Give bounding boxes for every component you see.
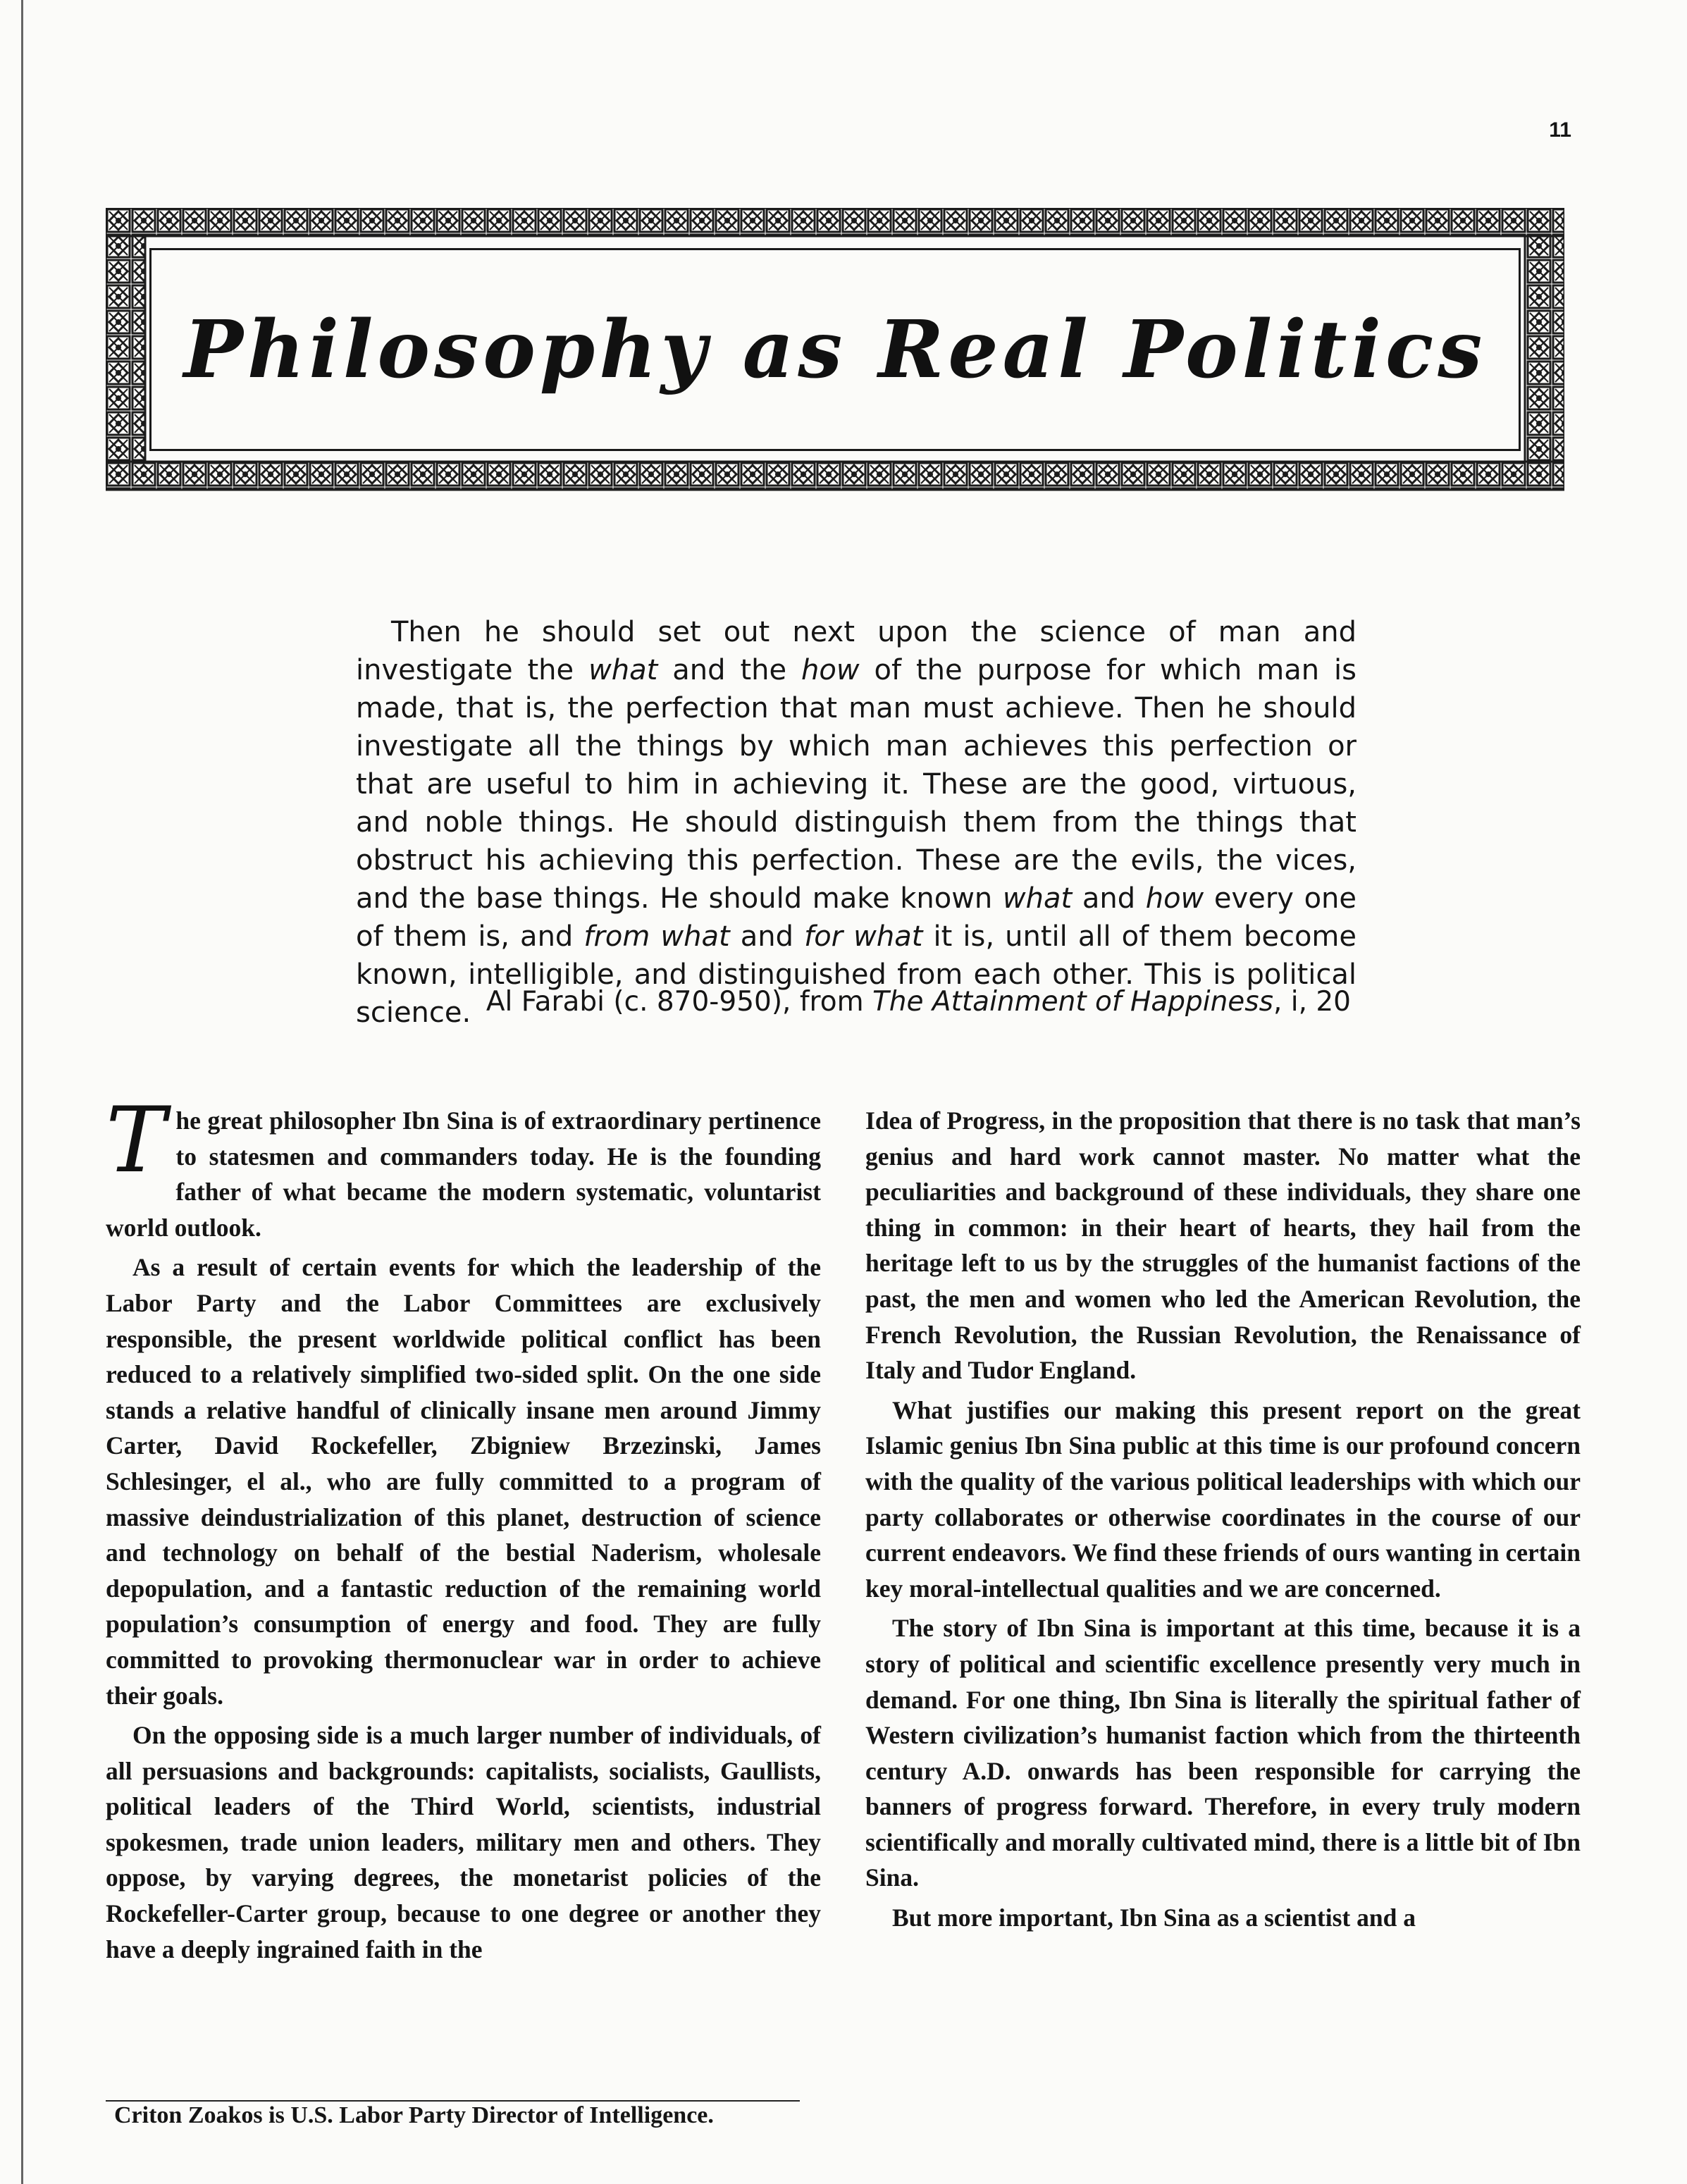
attribution-work: The Attainment of Happiness — [872, 986, 1273, 1018]
paragraph: On the opposing side is a much larger number of individuals, of all persuasions and backgrounds: capitalists, socialists, Gaullists, political leaders of the Third World, scientists, industrial spokesmen, trade union leaders, military men and others. They oppose, by varying degrees, the monetarist policies of the Rockefeller-Carter group, because to one degree or another they have a deeply ingrained faith in the — [106, 1721, 821, 1963]
paragraph — [106, 1088, 821, 1245]
epigraph-run: and — [729, 920, 805, 953]
paragraph: What justifies our making this present report on the great Islamic genius Ibn Sina public at this time is our profound concern with the quality of the various political leaderships with which our party collaborates or otherwise coordinates in the course of our current endeavors. We find these friends of ours wanting in certain key moral-intellectual qualities and we are concerned. — [865, 1395, 1581, 1603]
attribution-citation: , i, 20 — [1273, 986, 1351, 1018]
right-column — [865, 1103, 1581, 1940]
epigraph-emphasis: from what — [583, 920, 730, 953]
epigraph-emphasis: how — [1145, 882, 1204, 915]
epigraph-attribution — [356, 983, 1351, 1021]
epigraph-run: it is, until all of them become known, intelligible, and distinguished from each other. This is political science. — [356, 920, 1357, 1029]
epigraph-run: and the — [657, 654, 802, 686]
epigraph-emphasis: what — [588, 654, 658, 686]
paragraph-text: he great philosopher Ibn Sina is of extraordinary pertinence to statesmen and commanders today. He is the founding father of what became the modern systematic, voluntarist world outlook. — [106, 1106, 821, 1242]
epigraph-run: and — [1072, 882, 1146, 915]
epigraph-emphasis: for what — [804, 920, 923, 953]
title-box — [149, 248, 1521, 451]
paragraph: As a result of certain events for which the leadership of the Labor Party and the Labor Committees are exclusively responsible, the present worldwide political conflict has been reduced to a relatively simplified two-sided split. On the one side stands a relative handful of clinically insane men around Jimmy Carter, David Rockefeller, Zbigniew Brzezinski, James Schlesinger, el al., who are fully committed to a program of massive deindustrialization of this planet, destruction of science and technology on behalf of the bestial Naderism, wholesale depopulation, and a fantastic reduction of the remaining world population’s consumption of energy and food. They are fully committed to provoking thermonuclear war in order to achieve their goals. — [106, 1253, 821, 1710]
drop-cap: T — [106, 1088, 166, 1193]
epigraph-emphasis: how — [801, 654, 860, 686]
author-footnote: Criton Zoakos is U.S. Labor Party Director of Intelligence. — [114, 2102, 714, 2128]
epigraph-text — [356, 613, 1357, 1032]
paragraph: But more important, Ibn Sina as a scientist and a — [892, 1904, 1416, 1932]
scan-margin-line — [21, 0, 23, 2184]
epigraph-run: Then he should set out next upon the science of man and investigate the — [356, 616, 1357, 686]
epigraph-emphasis: what — [1002, 882, 1073, 915]
paragraph: The story of Ibn Sina is important at this time, because it is a story of political and scientific excellence presently very much in demand. For one thing, Ibn Sina is literally the spiritual father of Western civilization’s humanist faction which from the thirteenth century A.D. onwards has been responsible for carrying the banners of progress forward. Therefore, in every truly modern scientifically and morally cultivated mind, there is a little bit of Ibn Sina. — [865, 1614, 1581, 1892]
epigraph — [356, 613, 1357, 1032]
article-title: Philosophy as Real Politics — [183, 303, 1487, 396]
epigraph-run: of the purpose for which man is made, that is, the perfection that man must achieve. Then he should investigate all the things by which man achieves this perfection or that are useful to him in achieving it. These are the good, virtuous, and noble things. He should distinguish them from the things that obstruct his achieving this perfection. These are the evils, the vices, and the base things. He should make known — [356, 654, 1357, 915]
page-number: 11 — [1549, 118, 1571, 142]
paragraph: Idea of Progress, in the proposition that there is no task that man’s genius and hard work cannot master. No matter what the peculiarities and background of these individuals, they share one thing in common: in their heart of hearts, they hail from the heritage left to us by the struggles of the humanist factions of the past, the men and women who led the American Revolution, the French Revolution, the Russian Revolution, the Renaissance of Italy and Tudor England. — [865, 1106, 1581, 1385]
left-column — [106, 1088, 821, 1971]
epigraph-run: every one of them is, and — [356, 882, 1357, 953]
attribution-author: Al Farabi (c. 870-950), from — [486, 986, 872, 1018]
